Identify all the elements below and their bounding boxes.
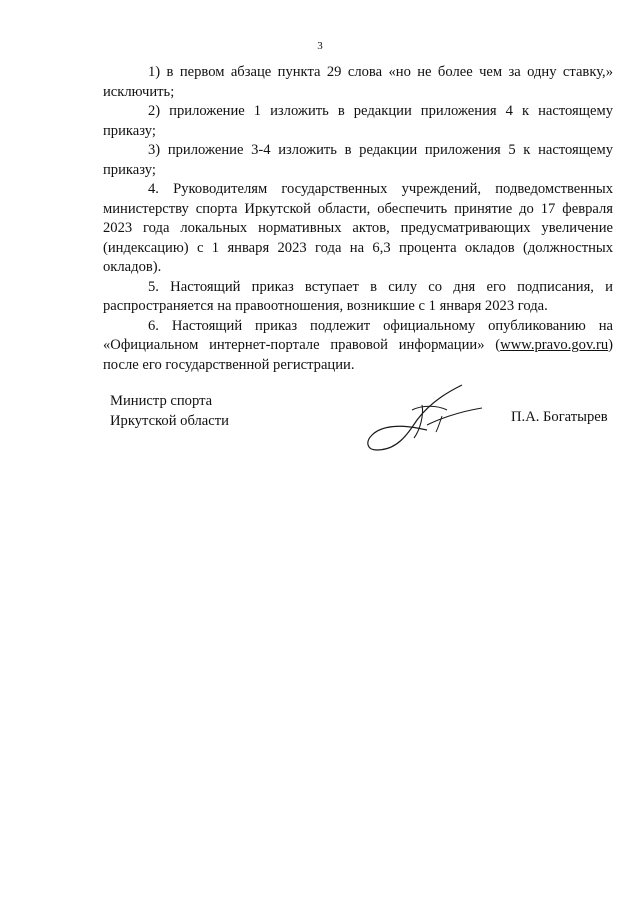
- paragraph-item-2: 2) приложение 1 изложить в редакции приложения 4 к настоящему приказу;: [103, 103, 613, 139]
- paragraph-6-tail: ) после его государственной регистрации.: [103, 337, 613, 373]
- pravo-link[interactable]: www.pravo.gov.ru: [500, 337, 609, 353]
- paragraph-item-1: 1) в первом абзаце пункта 29 слова «но не более чем за одну ставку,» исключить;: [103, 64, 613, 100]
- paragraph-5: 5. Настоящий приказ вступает в силу со дня его подписания, и распространяется на правоотношения, возникшие с 1 января 2023 года.: [103, 278, 613, 314]
- position-line-1: Министр спорта: [110, 393, 213, 409]
- page-number: 3: [317, 40, 323, 52]
- paragraph-6-text: 6. Настоящий приказ подлежит официальному опубликованию на «Официальном интернет-портале правовой информации» (: [103, 317, 613, 353]
- signatory-name: П.А. Богатырев: [511, 409, 608, 425]
- paragraph-4: 4. Руководителям государственных учреждений, подведомственных министерству спорта Иркутской области, обеспечить принятие до 17 февраля 2023 года локальных нормативных актов, предусматривающих увеличение (индексацию) с 1 января 2023 года на 6,3 процента окладов (должностных окладов).: [103, 181, 613, 275]
- paragraph-item-3: 3) приложение 3-4 изложить в редакции приложения 5 к настоящему приказу;: [103, 142, 613, 178]
- document-body: [103, 63, 613, 375]
- handwritten-signature: [362, 380, 497, 455]
- position-line-2: Иркутской области: [110, 412, 229, 429]
- signatory-position: [110, 392, 229, 431]
- paragraph-6: [103, 317, 613, 376]
